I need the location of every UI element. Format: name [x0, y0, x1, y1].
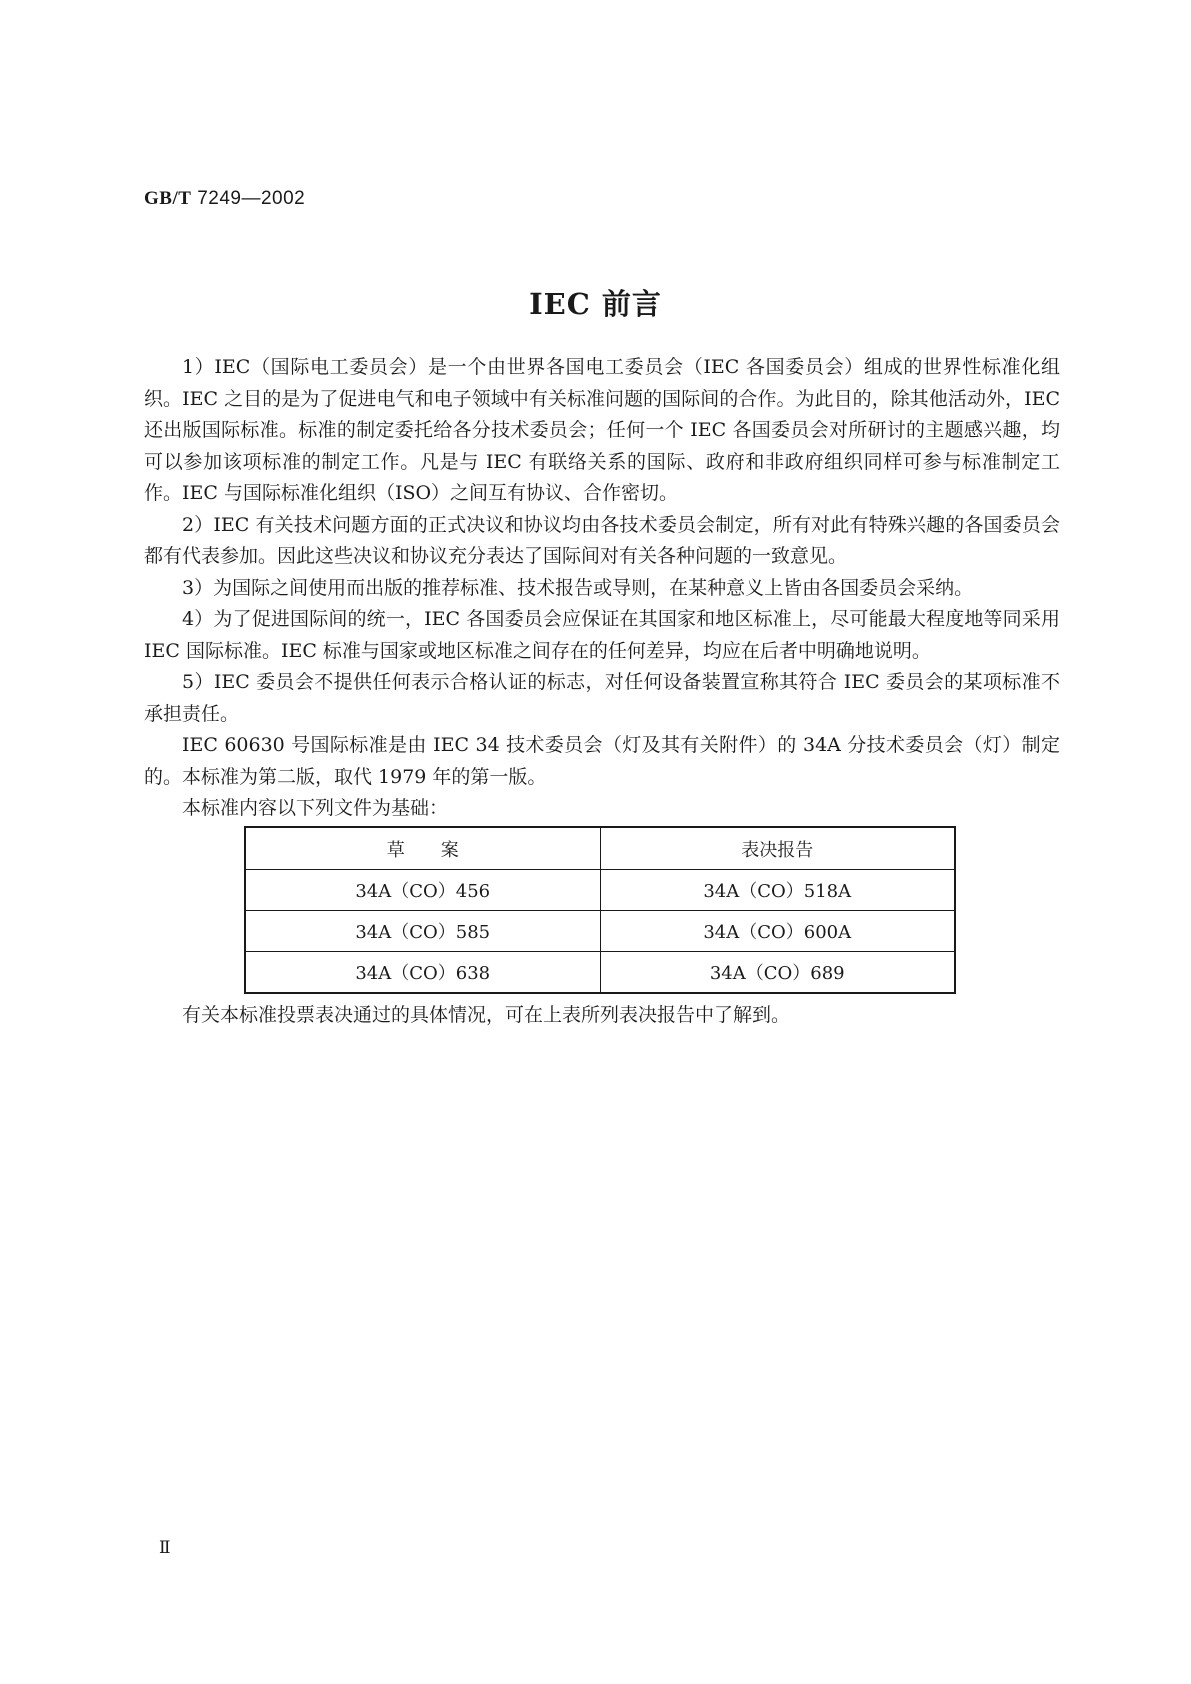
table-header-row — [245, 827, 955, 870]
document-basis-table — [244, 826, 956, 994]
draft-cell: 34A（CO）638 — [245, 952, 600, 994]
report-cell: 34A（CO）600A — [600, 911, 955, 952]
paragraph-2: 2）IEC 有关技术问题方面的正式决议和协议均由各技术委员会制定，所有对此有特殊兴趣的各国委员会都有代表参加。因此这些决议和协议充分表达了国际间对有关各种问题的一致意见。 — [144, 513, 1060, 567]
standard-number: 7249—2002 — [197, 188, 306, 209]
draft-cell: 34A（CO）585 — [245, 911, 600, 952]
report-cell: 34A（CO）518A — [600, 870, 955, 911]
table-row — [245, 911, 955, 952]
header-voting-report: 表决报告 — [600, 827, 955, 870]
table-row — [245, 952, 955, 994]
paragraph-4: 4）为了促进国际间的统一，IEC 各国委员会应保证在其国家和地区标准上，尽可能最大程度地等同采用 IEC 国际标准。IEC 标准与国家或地区标准之间存在的任何差异，均应在后者中明确地说明。 — [144, 608, 1060, 662]
page-title: IEC 前言 — [529, 287, 662, 321]
header-draft: 草 案 — [245, 827, 600, 870]
page-number: Ⅱ — [159, 1538, 171, 1558]
paragraph-5: 5）IEC 委员会不提供任何表示合格认证的标志，对任何设备装置宣称其符合 IEC 委员会的某项标准不承担责任。 — [144, 671, 1060, 725]
table-row — [245, 870, 955, 911]
closing-note: 有关本标准投票表决通过的具体情况，可在上表所列表决报告中了解到。 — [182, 1004, 791, 1026]
report-cell: 34A（CO）689 — [600, 952, 955, 994]
paragraph-3: 3）为国际之间使用而出版的推荐标准、技术报告或导则，在某种意义上皆由各国委员会采纳。 — [182, 576, 974, 599]
document-code — [144, 188, 305, 210]
paragraph-origin: IEC 60630 号国际标准是由 IEC 34 技术委员会（灯及其有关附件）的 34A 分技术委员会（灯）制定的。本标准为第二版，取代 1979 年的第一版。 — [144, 734, 1060, 788]
paragraph-basis: 本标准内容以下列文件为基础： — [182, 797, 449, 819]
standard-prefix: GB/T — [144, 188, 192, 209]
paragraph-1: 1）IEC（国际电工委员会）是一个由世界各国电工委员会（IEC 各国委员会）组成的世界性标准化组织。IEC 之目的是为了促进电气和电子领域中有关标准问题的国际间的合作。为此目的，除其他活动外，IEC 还出版国际标准。标准的制定委托给各分技术委员会；任何一个 IEC 各国委员会对所研讨的主题感兴趣，均可以参加该项标准的制定工作。凡是与 IEC 有联络关系的国际、政府和非政府组织同样可参与标准制定工作。IEC 与国际标准化组织（ISO）之间互有协议、合作密切。 — [144, 356, 1060, 504]
draft-cell: 34A（CO）456 — [245, 870, 600, 911]
foreword-body — [144, 352, 1060, 825]
